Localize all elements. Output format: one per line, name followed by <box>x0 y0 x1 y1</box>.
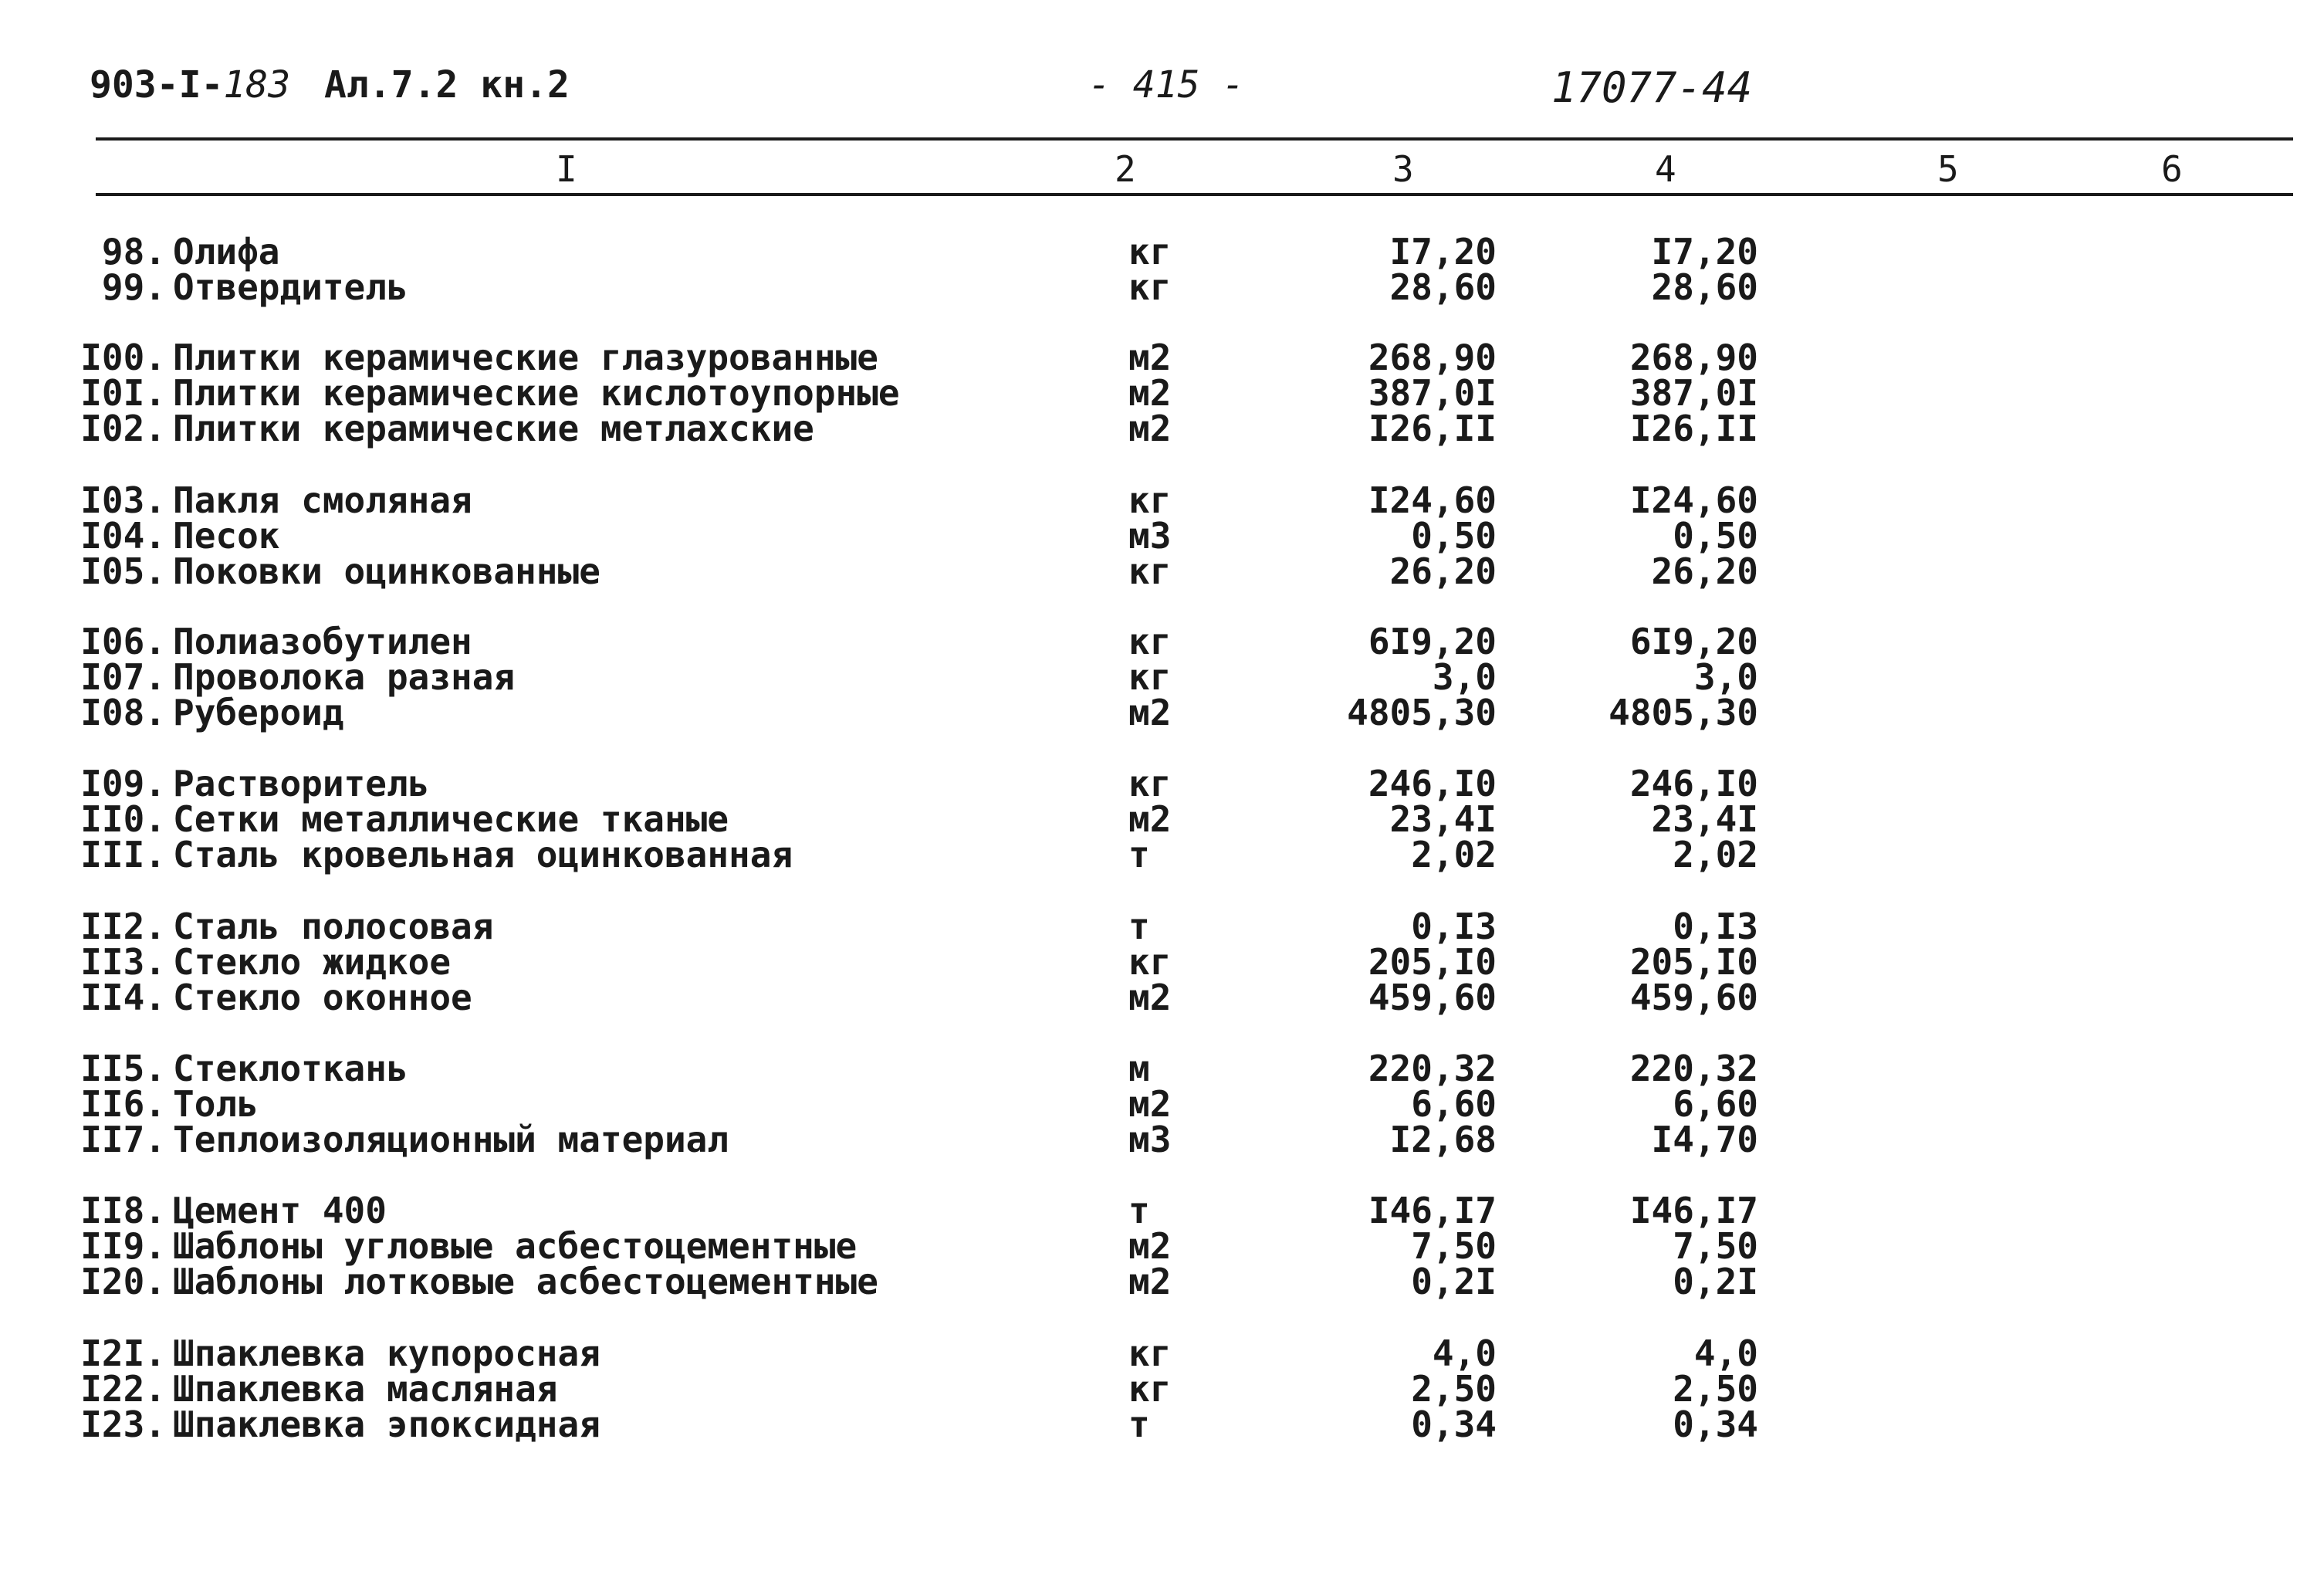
material-name: Сетки металлические тканые <box>173 798 729 840</box>
quantity-column-4: 7,50 <box>1673 1225 1758 1267</box>
table-row <box>0 408 2324 449</box>
table-row <box>0 1083 2324 1125</box>
material-name: Стекло оконное <box>173 977 472 1018</box>
unit-of-measure: кг <box>1128 1333 1172 1374</box>
row-number: I02. <box>80 408 166 449</box>
quantity-column-4: 2,02 <box>1673 834 1758 875</box>
quantity-column-4: I46,I7 <box>1629 1190 1758 1231</box>
table-top-rule <box>96 137 2293 141</box>
quantity-column-3: I7,20 <box>1389 231 1497 273</box>
quantity-column-3: 0,2I <box>1411 1261 1497 1302</box>
row-number: II0. <box>80 798 166 840</box>
table-row <box>0 372 2324 414</box>
unit-of-measure: м3 <box>1128 515 1172 557</box>
quantity-column-3: 3,0 <box>1432 656 1497 698</box>
unit-of-measure: кг <box>1128 231 1172 273</box>
quantity-column-3: 4,0 <box>1432 1333 1497 1374</box>
quantity-column-3: 26,20 <box>1389 550 1497 592</box>
document-code-handwritten: 183 <box>223 63 291 107</box>
row-number: I03. <box>80 479 166 521</box>
material-name: Шаблоны угловые асбестоцементные <box>173 1225 858 1267</box>
table-row <box>0 515 2324 557</box>
quantity-column-4: 4,0 <box>1693 1333 1758 1374</box>
unit-of-measure: т <box>1128 906 1150 947</box>
quantity-column-4: 220,32 <box>1629 1048 1758 1089</box>
quantity-column-4: 268,90 <box>1629 337 1758 378</box>
material-name: Толь <box>173 1083 259 1125</box>
unit-of-measure: м <box>1128 1048 1150 1089</box>
quantity-column-4: 28,60 <box>1651 266 1758 308</box>
table-row <box>0 1368 2324 1410</box>
quantity-column-3: 6,60 <box>1411 1083 1497 1125</box>
row-number: I23. <box>80 1404 166 1445</box>
quantity-column-4: 2,50 <box>1673 1368 1758 1410</box>
row-number: II5. <box>80 1048 166 1089</box>
material-name: Отвердитель <box>173 266 408 308</box>
table-row <box>0 798 2324 840</box>
row-number: I00. <box>80 337 166 378</box>
quantity-column-3: 0,50 <box>1411 515 1497 557</box>
table-row <box>0 1225 2324 1267</box>
material-name: Сталь кровельная оцинкованная <box>173 834 793 875</box>
page-number: - 415 - <box>1088 63 1245 107</box>
table-row <box>0 231 2324 273</box>
quantity-column-3: I46,I7 <box>1368 1190 1497 1231</box>
quantity-column-4: 0,34 <box>1673 1404 1758 1445</box>
table-row <box>0 550 2324 592</box>
material-name: Шаблоны лотковые асбестоцементные <box>173 1261 878 1302</box>
row-number: II7. <box>80 1119 166 1160</box>
quantity-column-3: 4805,30 <box>1347 692 1497 733</box>
material-name: Рубероид <box>173 692 344 733</box>
column-header-1: I <box>556 148 577 190</box>
table-row <box>0 834 2324 875</box>
unit-of-measure: т <box>1128 1404 1150 1445</box>
quantity-column-3: 2,02 <box>1411 834 1497 875</box>
table-row <box>0 1404 2324 1445</box>
row-number: II3. <box>80 941 166 983</box>
quantity-column-4: 23,4I <box>1651 798 1758 840</box>
unit-of-measure: м2 <box>1128 1261 1172 1302</box>
unit-of-measure: кг <box>1128 550 1172 592</box>
quantity-column-4: I7,20 <box>1651 231 1758 273</box>
quantity-column-3: I2,68 <box>1389 1119 1497 1160</box>
quantity-column-4: I24,60 <box>1629 479 1758 521</box>
material-name: Плитки керамические метлахские <box>173 408 814 449</box>
column-header-4: 4 <box>1655 148 1676 190</box>
row-number: II9. <box>80 1225 166 1267</box>
quantity-column-3: 205,I0 <box>1368 941 1497 983</box>
quantity-column-4: 6,60 <box>1673 1083 1758 1125</box>
material-name: Шпаклевка масляная <box>173 1368 558 1410</box>
column-header-2: 2 <box>1115 148 1136 190</box>
row-number: I20. <box>80 1261 166 1302</box>
unit-of-measure: кг <box>1128 479 1172 521</box>
row-number: I04. <box>80 515 166 557</box>
table-row <box>0 692 2324 733</box>
table-row <box>0 1333 2324 1374</box>
quantity-column-4: 6I9,20 <box>1629 621 1758 662</box>
quantity-column-4: 0,50 <box>1673 515 1758 557</box>
unit-of-measure: м2 <box>1128 372 1172 414</box>
quantity-column-4: 205,I0 <box>1629 941 1758 983</box>
quantity-column-3: 220,32 <box>1368 1048 1497 1089</box>
quantity-column-3: 28,60 <box>1389 266 1497 308</box>
material-name: Плитки керамические кислотоупорные <box>173 372 900 414</box>
unit-of-measure: т <box>1128 1190 1150 1231</box>
quantity-column-4: 459,60 <box>1629 977 1758 1018</box>
document-code-printed: 903-I- <box>90 63 224 107</box>
table-row <box>0 977 2324 1018</box>
document-number: 17077-44 <box>1551 63 1753 112</box>
document-code <box>90 63 290 107</box>
row-number: I05. <box>80 550 166 592</box>
table-row <box>0 1048 2324 1089</box>
row-number: 99. <box>101 266 166 308</box>
quantity-column-4: 0,2I <box>1673 1261 1758 1302</box>
quantity-column-3: 387,0I <box>1368 372 1497 414</box>
unit-of-measure: кг <box>1128 1368 1172 1410</box>
material-name: Цемент 400 <box>173 1190 387 1231</box>
column-header-5: 5 <box>1937 148 1959 190</box>
quantity-column-4: 387,0I <box>1629 372 1758 414</box>
row-number: I22. <box>80 1368 166 1410</box>
unit-of-measure: м2 <box>1128 692 1172 733</box>
row-number: I06. <box>80 621 166 662</box>
material-name: Проволока разная <box>173 656 516 698</box>
row-number: III. <box>80 834 166 875</box>
row-number: I08. <box>80 692 166 733</box>
material-name: Полиазобутилен <box>173 621 472 662</box>
unit-of-measure: м3 <box>1128 1119 1172 1160</box>
quantity-column-4: 246,I0 <box>1629 763 1758 804</box>
row-number: I09. <box>80 763 166 804</box>
material-name: Растворитель <box>173 763 430 804</box>
table-row <box>0 621 2324 662</box>
quantity-column-3: 246,I0 <box>1368 763 1497 804</box>
table-row <box>0 337 2324 378</box>
unit-of-measure: кг <box>1128 656 1172 698</box>
unit-of-measure: кг <box>1128 621 1172 662</box>
material-name: Стеклоткань <box>173 1048 408 1089</box>
unit-of-measure: т <box>1128 834 1150 875</box>
album-reference: Ал.7.2 кн.2 <box>324 63 570 107</box>
quantity-column-3: 459,60 <box>1368 977 1497 1018</box>
quantity-column-3: 268,90 <box>1368 337 1497 378</box>
table-row <box>0 906 2324 947</box>
material-name: Шпаклевка эпоксидная <box>173 1404 600 1445</box>
table-row <box>0 656 2324 698</box>
row-number: I07. <box>80 656 166 698</box>
row-number: II2. <box>80 906 166 947</box>
material-name: Сталь полосовая <box>173 906 494 947</box>
table-row <box>0 266 2324 308</box>
row-number: II4. <box>80 977 166 1018</box>
quantity-column-4: 26,20 <box>1651 550 1758 592</box>
column-header-6: 6 <box>2161 148 2183 190</box>
unit-of-measure: м2 <box>1128 977 1172 1018</box>
table-row <box>0 1190 2324 1231</box>
quantity-column-3: 23,4I <box>1389 798 1497 840</box>
unit-of-measure: м2 <box>1128 408 1172 449</box>
row-number: I0I. <box>80 372 166 414</box>
quantity-column-3: I26,II <box>1368 408 1497 449</box>
material-name: Теплоизоляционный материал <box>173 1119 729 1160</box>
row-number: 98. <box>101 231 166 273</box>
material-name: Стекло жидкое <box>173 941 452 983</box>
material-name: Плитки керамические глазурованные <box>173 337 878 378</box>
quantity-column-3: 7,50 <box>1411 1225 1497 1267</box>
table-row <box>0 763 2324 804</box>
table-row <box>0 1119 2324 1160</box>
row-number: I2I. <box>80 1333 166 1374</box>
row-number: II6. <box>80 1083 166 1125</box>
quantity-column-4: 4805,30 <box>1609 692 1758 733</box>
unit-of-measure: кг <box>1128 941 1172 983</box>
material-name: Поковки оцинкованные <box>173 550 600 592</box>
table-row <box>0 479 2324 521</box>
column-header-3: 3 <box>1392 148 1414 190</box>
table-header-rule <box>96 193 2293 196</box>
quantity-column-4: 3,0 <box>1693 656 1758 698</box>
unit-of-measure: кг <box>1128 266 1172 308</box>
material-name: Олифа <box>173 231 280 273</box>
quantity-column-4: I4,70 <box>1651 1119 1758 1160</box>
quantity-column-3: 6I9,20 <box>1368 621 1497 662</box>
row-number: II8. <box>80 1190 166 1231</box>
unit-of-measure: м2 <box>1128 1083 1172 1125</box>
material-name: Пакля смоляная <box>173 479 472 521</box>
quantity-column-3: I24,60 <box>1368 479 1497 521</box>
quantity-column-3: 0,I3 <box>1411 906 1497 947</box>
material-name: Шпаклевка купоросная <box>173 1333 600 1374</box>
unit-of-measure: м2 <box>1128 798 1172 840</box>
unit-of-measure: м2 <box>1128 337 1172 378</box>
unit-of-measure: м2 <box>1128 1225 1172 1267</box>
material-name: Песок <box>173 515 280 557</box>
table-row <box>0 941 2324 983</box>
quantity-column-4: 0,I3 <box>1673 906 1758 947</box>
unit-of-measure: кг <box>1128 763 1172 804</box>
quantity-column-4: I26,II <box>1629 408 1758 449</box>
quantity-column-3: 0,34 <box>1411 1404 1497 1445</box>
quantity-column-3: 2,50 <box>1411 1368 1497 1410</box>
table-row <box>0 1261 2324 1302</box>
